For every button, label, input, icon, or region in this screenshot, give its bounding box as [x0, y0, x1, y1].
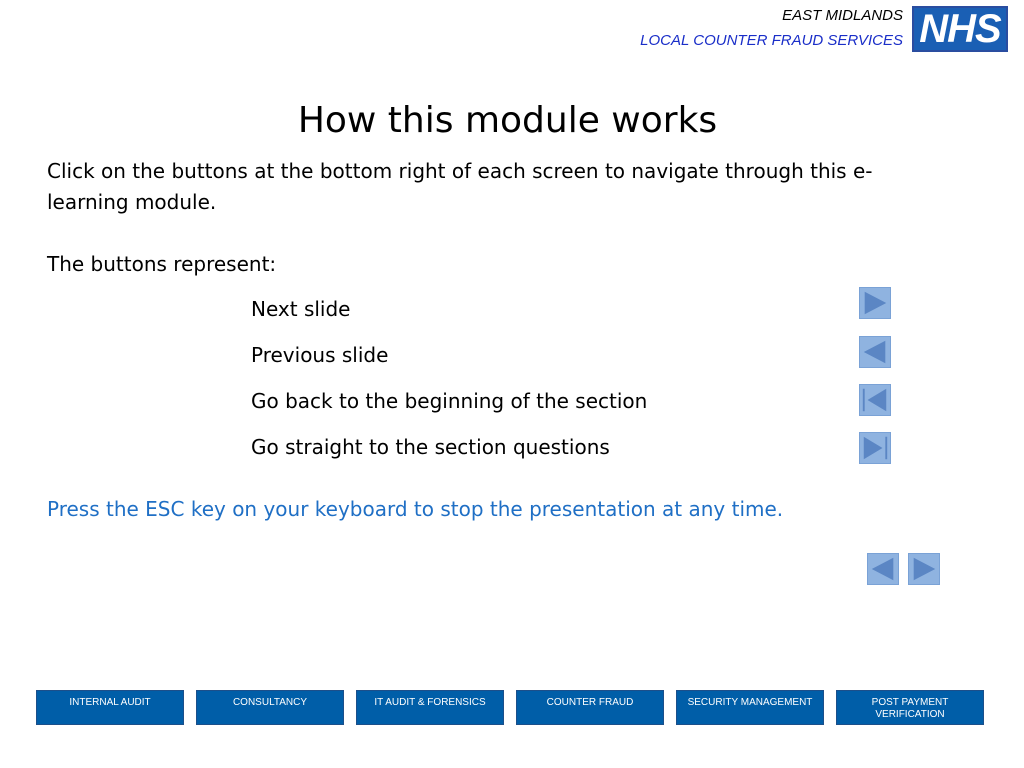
- footer-button-security-management[interactable]: SECURITY MANAGEMENT: [676, 690, 824, 725]
- previous-icon: [859, 336, 891, 368]
- legend-previous-slide: Previous slide: [251, 343, 389, 367]
- previous-icon: [868, 554, 898, 584]
- previous-slide-button[interactable]: [867, 553, 899, 585]
- intro-text: Click on the buttons at the bottom right of each screen to navigate through this e-learning module.: [47, 159, 873, 214]
- next-icon: [909, 554, 939, 584]
- esc-key-note: Press the ESC key on your keyboard to stop the presentation at any time.: [47, 497, 784, 521]
- footer-button-counter-fraud[interactable]: COUNTER FRAUD: [516, 690, 664, 725]
- footer-button-it-audit-forensics[interactable]: IT AUDIT & FORENSICS: [356, 690, 504, 725]
- legend-section-questions: Go straight to the section questions: [251, 435, 610, 459]
- nhs-logo: NHS: [912, 6, 1008, 52]
- slide-title: How this module works: [297, 100, 718, 141]
- org-name-line2: LOCAL COUNTER FRAUD SERVICES: [640, 32, 903, 49]
- next-slide-button[interactable]: [908, 553, 940, 585]
- questions-icon: [859, 432, 891, 464]
- footer-button-internal-audit[interactable]: INTERNAL AUDIT: [36, 690, 184, 725]
- legend-next-slide: Next slide: [251, 297, 351, 321]
- legend-beginning-of-section: Go back to the beginning of the section: [251, 389, 648, 413]
- footer-button-consultancy[interactable]: CONSULTANCY: [196, 690, 344, 725]
- beginning-icon: [859, 384, 891, 416]
- next-icon: [859, 287, 891, 319]
- footer-nav: [36, 690, 984, 725]
- buttons-represent-label: The buttons represent:: [47, 252, 277, 276]
- org-name-line1: EAST MIDLANDS: [782, 7, 903, 24]
- footer-button-post-payment-verification[interactable]: POST PAYMENT VERIFICATION: [836, 690, 984, 725]
